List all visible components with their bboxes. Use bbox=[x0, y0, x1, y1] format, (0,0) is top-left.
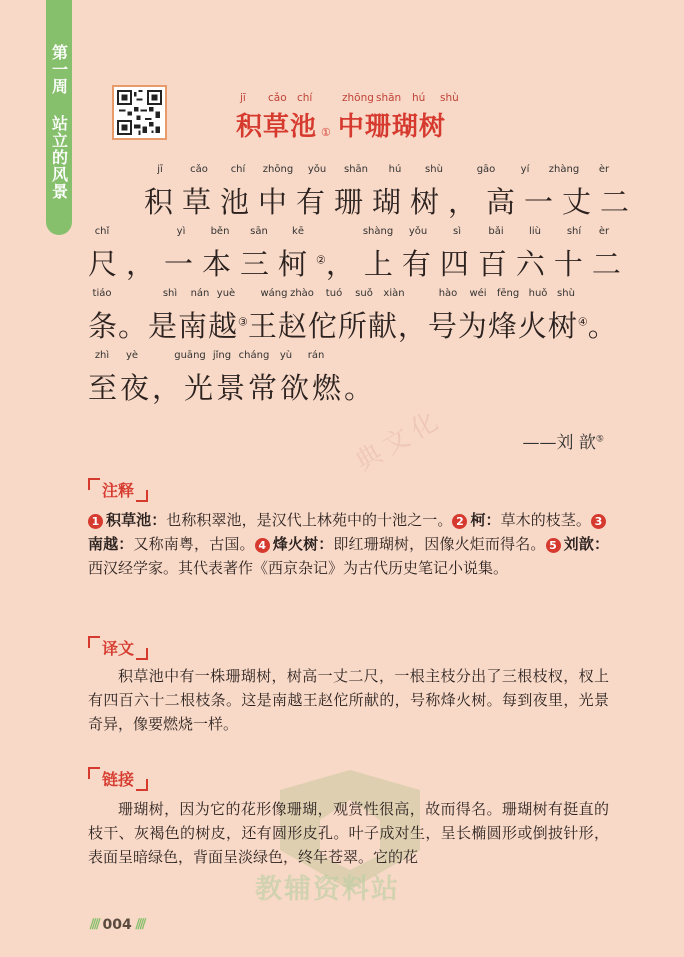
pinyin-syllable: huǒ bbox=[528, 288, 548, 299]
note-number-badge: 5 bbox=[546, 538, 561, 553]
title-note-mark: ① bbox=[321, 126, 332, 139]
note-term: 柯： bbox=[470, 511, 501, 529]
note-text: 西汉经学家。其代表著作《西京杂记》为古代历史笔记小说集。 bbox=[88, 559, 509, 577]
page-number bbox=[86, 917, 148, 933]
note-text: 也称积翠池，是汉代上林苑中的十池之一。 bbox=[166, 511, 453, 529]
pinyin-syllable: fēng bbox=[496, 288, 520, 299]
pinyin-syllable: suǒ bbox=[355, 288, 373, 299]
page-number-label: 004 bbox=[102, 917, 132, 933]
note-number-badge: 2 bbox=[452, 514, 467, 529]
pinyin-syllable: wéi bbox=[469, 288, 487, 299]
pinyin-syllable: zhì bbox=[94, 350, 110, 361]
pinyin-syllable: cǎo bbox=[190, 164, 208, 175]
notes-heading-label: 注释 bbox=[102, 481, 135, 500]
pinyin-syllable: shù bbox=[425, 164, 443, 175]
poem-line-text: 积草池中有珊瑚树，高一丈二 bbox=[144, 185, 639, 219]
pinyin-syllable: shì bbox=[162, 288, 178, 299]
pinyin-syllable: rán bbox=[307, 350, 325, 361]
notes-paragraph bbox=[88, 508, 609, 580]
pinyin-syllable: shàng bbox=[362, 226, 394, 237]
poem-text-segment: ，上有四百六十二 bbox=[325, 247, 630, 281]
note-term: 积草池： bbox=[106, 511, 167, 529]
link-heading-label: 链接 bbox=[102, 770, 135, 789]
title-pinyin-syllable: cǎo bbox=[268, 92, 287, 104]
note-text: 即红珊瑚树，因像火炬而得名。 bbox=[333, 535, 546, 553]
title-text-part2: 中珊瑚树 bbox=[337, 112, 446, 142]
pinyin-syllable: gāo bbox=[476, 164, 496, 175]
pinyin-syllable: èr bbox=[598, 226, 610, 237]
note-text: 又称南粤，古国。 bbox=[133, 535, 255, 553]
poem-line-pinyin bbox=[88, 226, 614, 242]
author-name: ——刘 歆 bbox=[522, 433, 596, 453]
poem-line bbox=[88, 226, 630, 286]
pinyin-syllable: hú bbox=[388, 164, 402, 175]
corner-ornament-icon bbox=[88, 636, 100, 648]
title-pinyin-syllable: chí bbox=[297, 92, 313, 104]
corner-ornament-icon bbox=[88, 478, 100, 490]
note-number-badge: 4 bbox=[255, 538, 270, 553]
pinyin-syllable: yè bbox=[125, 350, 139, 361]
pinyin-syllable: sān bbox=[250, 226, 268, 237]
note-mark: ② bbox=[316, 253, 326, 267]
poem-line-pinyin bbox=[88, 164, 614, 180]
pinyin-syllable: jǐng bbox=[212, 350, 232, 361]
note-term: 刘歆： bbox=[563, 535, 609, 553]
pinyin-syllable: sì bbox=[453, 226, 461, 237]
pinyin-syllable: xiàn bbox=[383, 288, 405, 299]
pinyin-syllable: zhàng bbox=[548, 164, 580, 175]
pinyin-syllable: hào bbox=[438, 288, 458, 299]
title-pinyin-syllable: shù bbox=[440, 92, 459, 104]
pinyin-syllable: chí bbox=[230, 164, 246, 175]
title-text-part1: 积草池 bbox=[236, 112, 318, 142]
poem-text-segment: 。 bbox=[587, 309, 618, 343]
pinyin-syllable: cháng bbox=[238, 350, 270, 361]
poem-line bbox=[88, 164, 639, 224]
pinyin-syllable: chǐ bbox=[94, 226, 110, 237]
note-mark: ⑤ bbox=[595, 434, 604, 445]
pinyin-syllable: jī bbox=[157, 164, 163, 175]
pinyin-syllable: tuó bbox=[325, 288, 343, 299]
title-pinyin-syllable: hú bbox=[412, 92, 426, 104]
pinyin-syllable: liù bbox=[529, 226, 541, 237]
poem-text-segment: 尺，一本三柯 bbox=[88, 247, 317, 281]
link-heading bbox=[88, 767, 148, 790]
poem-line-text bbox=[88, 304, 618, 345]
note-text: 草木的枝茎。 bbox=[500, 511, 591, 529]
pinyin-syllable: èr bbox=[598, 164, 610, 175]
corner-ornament-icon bbox=[136, 490, 148, 502]
pinyin-syllable: nán bbox=[190, 288, 210, 299]
pinyin-syllable: yù bbox=[279, 350, 293, 361]
translation-paragraph: 积草池中有一株珊瑚树，树高一丈二尺，一根主枝分出了三根枝杈，杈上有四百六十二根枝条。这是南越王赵佗所献的，号称烽火树。每到夜里，光景奇异，像要燃烧一样。 bbox=[88, 667, 609, 733]
pinyin-syllable: bǎi bbox=[488, 226, 504, 237]
qr-code-icon[interactable] bbox=[112, 85, 167, 140]
note-term: 烽火树： bbox=[272, 535, 334, 553]
poem-text-segment: 条。是南越 bbox=[88, 309, 239, 343]
poem-line-text bbox=[88, 242, 630, 283]
pinyin-syllable: yǒu bbox=[408, 226, 428, 237]
link-paragraph: 珊瑚树，因为它的花形像珊瑚，观赏性很高，故而得名。珊瑚树有挺直的枝干、灰褐色的树皮，还有圆形皮孔。叶子成对生，呈长椭圆形或倒披针形，表面呈暗绿色，背面呈淡绿色，终年苍翠。它的花 bbox=[88, 800, 609, 866]
pinyin-syllable: yì bbox=[176, 226, 186, 237]
translation-heading bbox=[88, 636, 148, 659]
corner-ornament-icon bbox=[136, 779, 148, 791]
poem-author bbox=[523, 428, 604, 453]
corner-ornament-icon bbox=[88, 767, 100, 779]
poem-title bbox=[236, 92, 459, 142]
pinyin-syllable: yí bbox=[520, 164, 530, 175]
notes-heading bbox=[88, 478, 148, 501]
pinyin-syllable: zhōng bbox=[262, 164, 294, 175]
corner-ornament-icon bbox=[136, 648, 148, 660]
pinyin-syllable: běn bbox=[210, 226, 230, 237]
poem-line bbox=[88, 350, 614, 410]
poem-line bbox=[88, 288, 618, 348]
note-term: 南越： bbox=[88, 535, 134, 553]
pinyin-syllable: shí bbox=[566, 226, 582, 237]
poem-line-pinyin bbox=[88, 350, 614, 366]
title-pinyin-syllable: jī bbox=[240, 92, 246, 104]
poem-text-segment: 王赵佗所献，号为烽火树 bbox=[247, 309, 578, 343]
pinyin-syllable: zhào bbox=[290, 288, 314, 299]
title-pinyin-syllable: zhōng bbox=[342, 92, 374, 104]
pinyin-syllable: guāng bbox=[174, 350, 206, 361]
pinyin-syllable: wáng bbox=[260, 288, 288, 299]
background-stamp: 典文化 bbox=[350, 403, 449, 478]
title-pinyin bbox=[236, 92, 459, 106]
pinyin-syllable: shān bbox=[343, 164, 369, 175]
page-ornament-icon: ⫽⫽ bbox=[90, 917, 99, 933]
note-number-badge: 1 bbox=[88, 514, 103, 529]
pinyin-syllable: yǒu bbox=[307, 164, 327, 175]
note-mark: ④ bbox=[577, 315, 588, 329]
pinyin-syllable: tiáo bbox=[92, 288, 112, 299]
title-pinyin-syllable: shān bbox=[376, 92, 402, 104]
watermark-text: 教辅资料站 bbox=[255, 874, 400, 905]
poem-line-pinyin bbox=[88, 288, 614, 304]
note-number-badge: 3 bbox=[591, 514, 606, 529]
pinyin-syllable: yuè bbox=[216, 288, 236, 299]
pinyin-syllable: shù bbox=[557, 288, 575, 299]
note-mark: ③ bbox=[238, 315, 248, 329]
page-ornament-icon: ⫽⫽ bbox=[135, 917, 145, 933]
translation-heading-label: 译文 bbox=[102, 639, 135, 658]
chapter-side-tab: 第一周 站立的风景 bbox=[46, 0, 72, 235]
pinyin-syllable: kē bbox=[292, 226, 304, 237]
poem-line-text: 至夜，光景常欲燃。 bbox=[88, 371, 377, 405]
